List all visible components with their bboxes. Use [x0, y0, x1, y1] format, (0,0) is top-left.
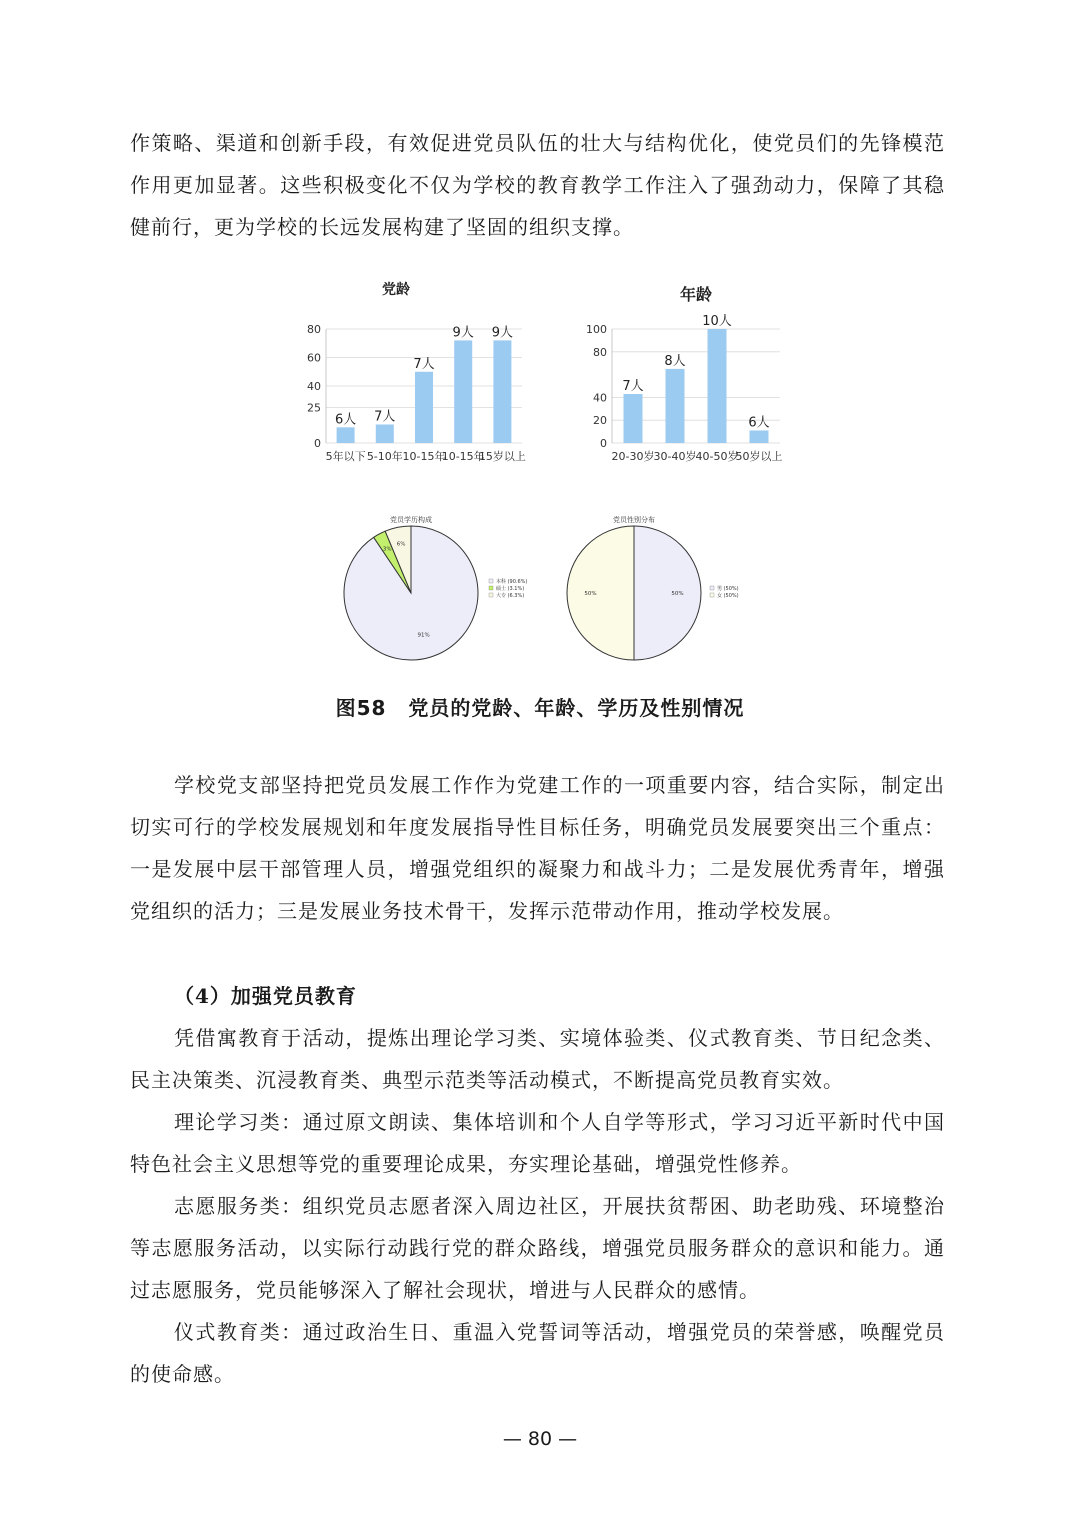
pie-slice	[634, 526, 701, 660]
x-tick-label: 5年以下	[325, 450, 366, 463]
bar-data-label: 10人	[702, 314, 732, 329]
section-heading: （4）加强党员教育	[174, 984, 357, 1008]
y-tick-label: 80	[307, 323, 321, 336]
x-tick-label: 20-30岁	[611, 450, 655, 463]
pie-data-label: 3%	[382, 546, 392, 553]
education-pie-chart	[340, 510, 550, 670]
bar-data-label: 9人	[452, 325, 474, 341]
bar	[493, 340, 511, 443]
x-tick-label: 30-40岁	[653, 450, 697, 463]
legend-swatch	[489, 593, 493, 597]
chart-title: 党员学历构成	[390, 516, 432, 524]
gender-pie-chart	[560, 510, 780, 670]
paragraph-volunteer-service: 志愿服务类：组织党员志愿者深入周边社区，开展扶贫帮困、助老助残、环境整治等志愿服务活动，以实际行动践行党的群众路线，增强党员服务群众的意识和能力。通过志愿服务，党员能够深入了解社会现状，增进与人民群众的感情。	[130, 1194, 945, 1302]
legend-swatch	[710, 593, 714, 597]
y-tick-label: 20	[593, 414, 607, 428]
paragraph-theory-study: 理论学习类：通过原文朗读、集体培训和个人自学等形式，学习习近平新时代中国特色社会主义思想等党的重要理论成果，夯实理论基础，增强党性修养。	[130, 1110, 945, 1176]
bar	[337, 427, 355, 443]
bar-data-label: 9人	[491, 325, 514, 341]
paragraph-party-development: 学校党支部坚持把党员发展工作作为党建工作的一项重要内容，结合实际，制定出切实可行的学校发展规划和年度发展指导性目标任务，明确党员发展要突出三个重点：一是发展中层干部管理人员，增强党组织的凝聚力和战斗力；二是发展优秀青年，增强党组织的活力；三是发展业务技术骨干，发挥示范带动作用，推动学校发展。	[130, 773, 945, 923]
x-tick-label: 15岁以上	[478, 450, 526, 463]
bar-data-label: 6人	[748, 415, 770, 431]
y-tick-label: 0	[314, 437, 321, 450]
y-tick-label: 80	[593, 345, 607, 359]
bar-data-label: 6人	[334, 412, 357, 428]
figure-title: 党员的党龄、年龄、学历及性别情况	[408, 696, 745, 720]
y-tick-label: 0	[600, 437, 607, 450]
bar	[624, 394, 643, 443]
y-tick-label: 60	[307, 351, 321, 365]
y-tick-label: 25	[307, 401, 321, 415]
bar-data-label: 7人	[622, 378, 644, 394]
pie-data-label: 50%	[584, 591, 597, 597]
bar-data-label: 7人	[374, 409, 396, 425]
legend-entry: 硕士 (3.1%)	[496, 586, 525, 592]
legend-entry: 本科 (90.6%)	[496, 579, 528, 585]
legend-swatch	[710, 586, 714, 590]
bar	[454, 340, 472, 443]
pie-data-label: 50%	[671, 591, 684, 597]
y-tick-label: 40	[307, 380, 321, 393]
bar	[750, 430, 769, 443]
figure-caption	[0, 692, 1080, 721]
bar	[376, 424, 394, 443]
paragraph-education-modes: 凭借寓教育于活动，提炼出理论学习类、实境体验类、仪式教育类、节日纪念类、 民主决策类、沉浸教育类、典型示范类等活动模式，不断提高党员教育实效。	[130, 1026, 945, 1092]
x-tick-label: 5-10年	[366, 450, 403, 463]
intro-paragraph: 作策略、渠道和创新手段，有效促进党员队伍的壮大与结构优化，使党员们的先锋模范作用更加显著。这些积极变化不仅为学校的教育教学工作注入了强劲动力，保障了其稳健前行，更为学校的长远发展构建了坚固的组织支撑。	[130, 131, 945, 239]
chart-title: 党员性别分布	[613, 516, 655, 524]
chart-title: 年龄	[679, 285, 713, 304]
legend-swatch	[489, 586, 493, 590]
bar	[666, 369, 685, 443]
party-age-bar-chart	[296, 272, 532, 472]
figure-number: 图58	[335, 696, 387, 720]
bar-data-label: 7人	[413, 356, 435, 372]
paragraph-ceremony-education: 仪式教育类：通过政治生日、重温入党誓词等活动，增强党员的荣誉感，唤醒党员的使命感。	[130, 1320, 945, 1386]
pie-data-label: 6%	[396, 541, 406, 548]
legend-entry: 大专 (6.3%)	[496, 593, 525, 599]
pie-data-label: 91%	[417, 632, 430, 639]
x-tick-label: 10-15年	[402, 450, 446, 463]
x-tick-label: 40-50岁	[695, 450, 739, 463]
bar	[708, 329, 727, 443]
legend-entry: 男 (50%)	[717, 586, 739, 592]
pie-slice	[567, 526, 634, 660]
chart-title: 党龄	[382, 282, 410, 298]
age-bar-chart	[584, 272, 790, 472]
y-tick-label: 100	[586, 323, 607, 336]
legend-swatch	[489, 579, 493, 583]
page-number: — 80 —	[502, 1428, 578, 1450]
legend-entry: 女 (50%)	[717, 593, 739, 599]
x-tick-label: 10-15年	[441, 450, 485, 463]
y-tick-label: 40	[593, 391, 607, 405]
x-tick-label: 50岁以上	[735, 450, 783, 463]
bar	[415, 372, 433, 443]
bar-data-label: 8人	[664, 353, 686, 369]
